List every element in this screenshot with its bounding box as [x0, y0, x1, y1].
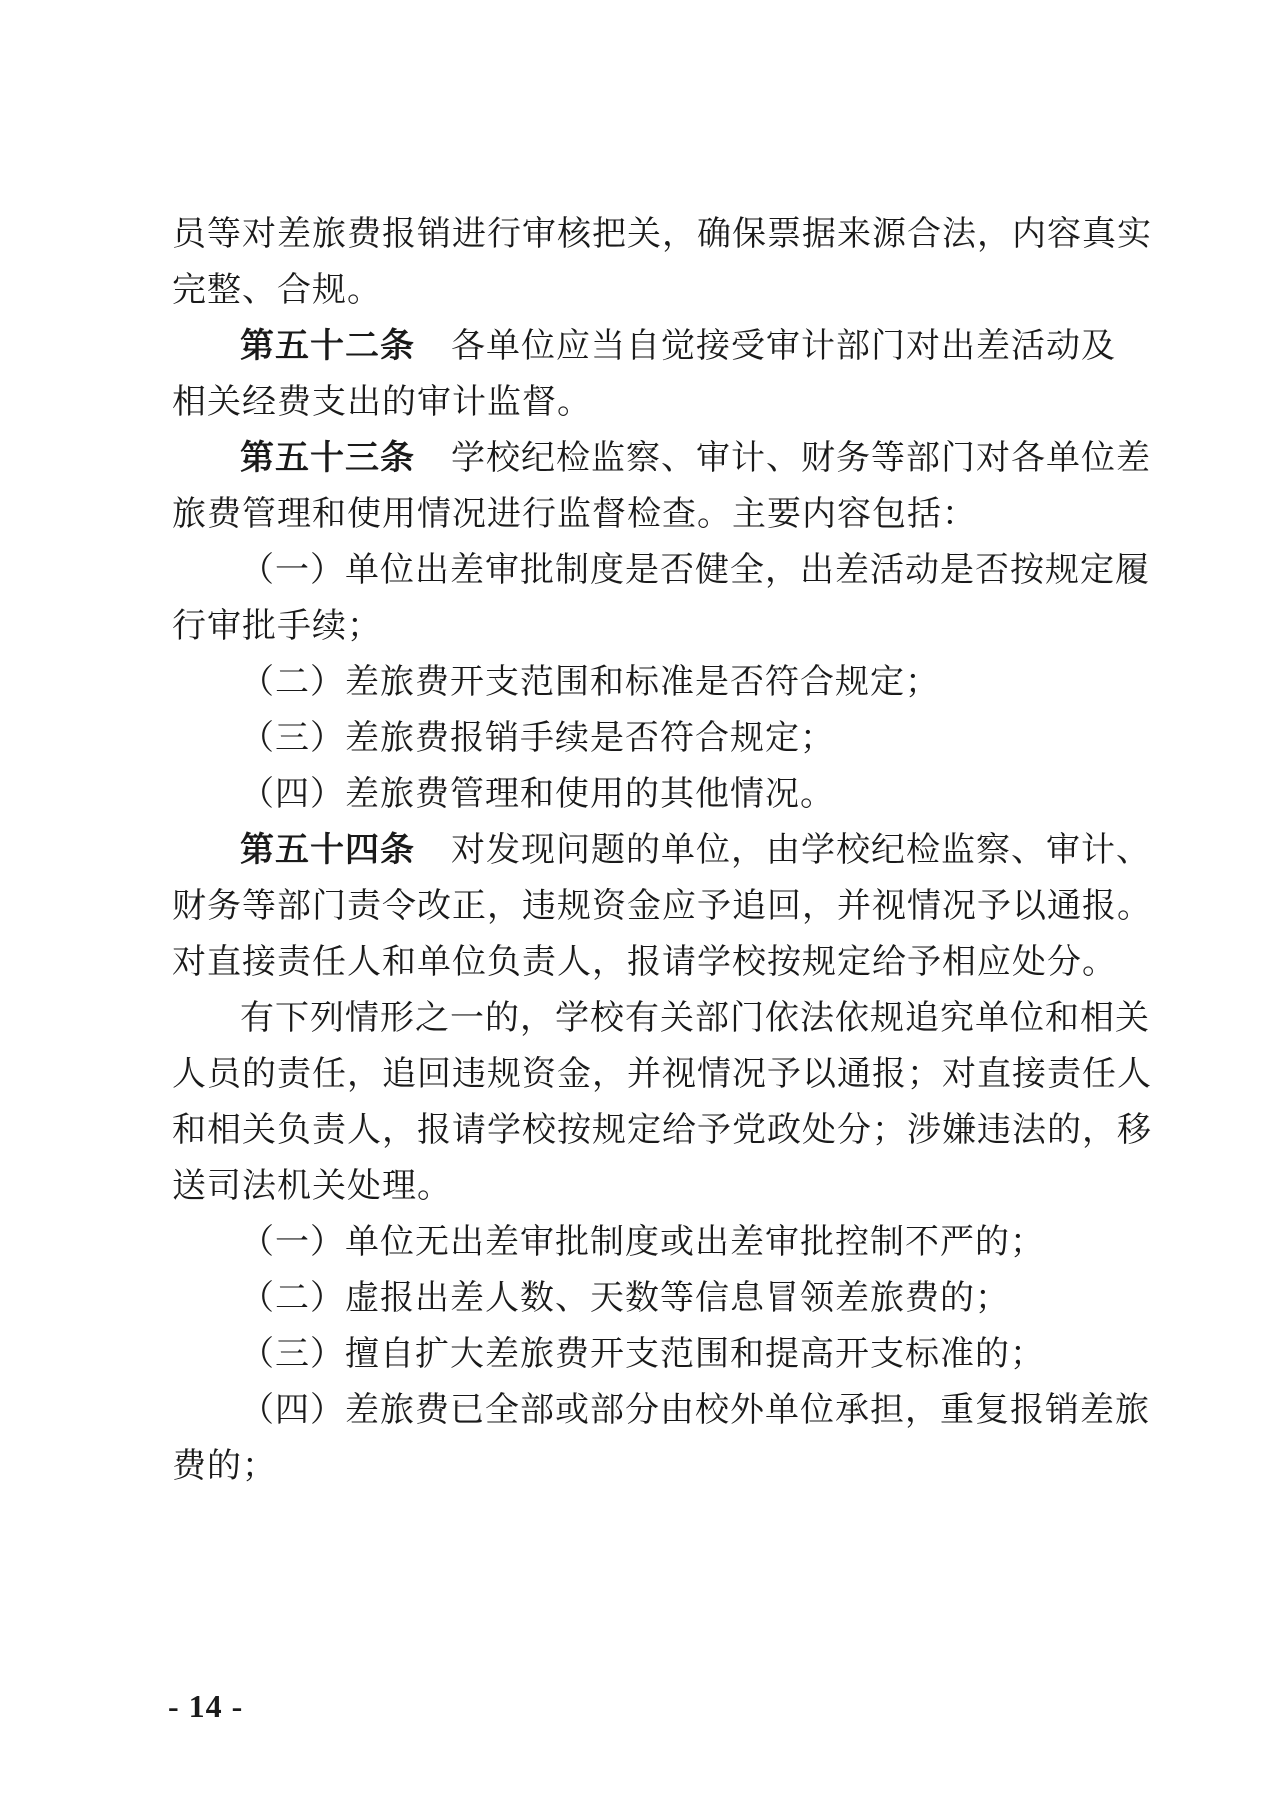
body-line: 人员的责任，追回违规资金，并视情况予以通报；对直接责任人 [172, 1054, 1152, 1094]
list-item: （三）差旅费报销手续是否符合规定； [240, 718, 835, 758]
list-item: （一）单位出差审批制度是否健全，出差活动是否按规定履 [240, 550, 1150, 590]
list-item: （三）擅自扩大差旅费开支范围和提高开支标准的； [240, 1334, 1045, 1374]
body-line: 完整、合规。 [172, 270, 382, 310]
article-53 [240, 438, 1151, 478]
list-item: （二）虚报出差人数、天数等信息冒领差旅费的； [240, 1278, 1010, 1318]
body-line: 费的； [172, 1446, 277, 1486]
article-52-heading: 第五十二条 [240, 326, 415, 366]
article-52 [240, 326, 1116, 366]
page-number: - 14 - [168, 1688, 244, 1724]
article-54-text: 对发现问题的单位，由学校纪检监察、审计、 [451, 830, 1151, 870]
body-line: 财务等部门责令改正，违规资金应予追回，并视情况予以通报。 [172, 886, 1152, 926]
article-54 [240, 830, 1151, 870]
body-line: 对直接责任人和单位负责人，报请学校按规定给予相应处分。 [172, 942, 1117, 982]
list-item: （一）单位无出差审批制度或出差审批控制不严的； [240, 1222, 1045, 1262]
list-item: （二）差旅费开支范围和标准是否符合规定； [240, 662, 940, 702]
list-item: （四）差旅费已全部或部分由校外单位承担，重复报销差旅 [240, 1390, 1150, 1430]
body-line: 送司法机关处理。 [172, 1166, 452, 1206]
body-line: 行审批手续； [172, 606, 382, 646]
body-line: 相关经费支出的审计监督。 [172, 382, 592, 422]
paragraph-start: 有下列情形之一的，学校有关部门依法依规追究单位和相关 [240, 998, 1150, 1038]
list-item: （四）差旅费管理和使用的其他情况。 [240, 774, 835, 814]
article-54-heading: 第五十四条 [240, 830, 415, 870]
article-53-heading: 第五十三条 [240, 438, 415, 478]
article-53-text: 学校纪检监察、审计、财务等部门对各单位差 [451, 438, 1151, 478]
article-52-text: 各单位应当自觉接受审计部门对出差活动及 [451, 326, 1116, 366]
body-line: 旅费管理和使用情况进行监督检查。主要内容包括： [172, 494, 977, 534]
body-line: 和相关负责人，报请学校按规定给予党政处分；涉嫌违法的，移 [172, 1110, 1152, 1150]
body-line: 员等对差旅费报销进行审核把关，确保票据来源合法，内容真实 [172, 214, 1152, 254]
